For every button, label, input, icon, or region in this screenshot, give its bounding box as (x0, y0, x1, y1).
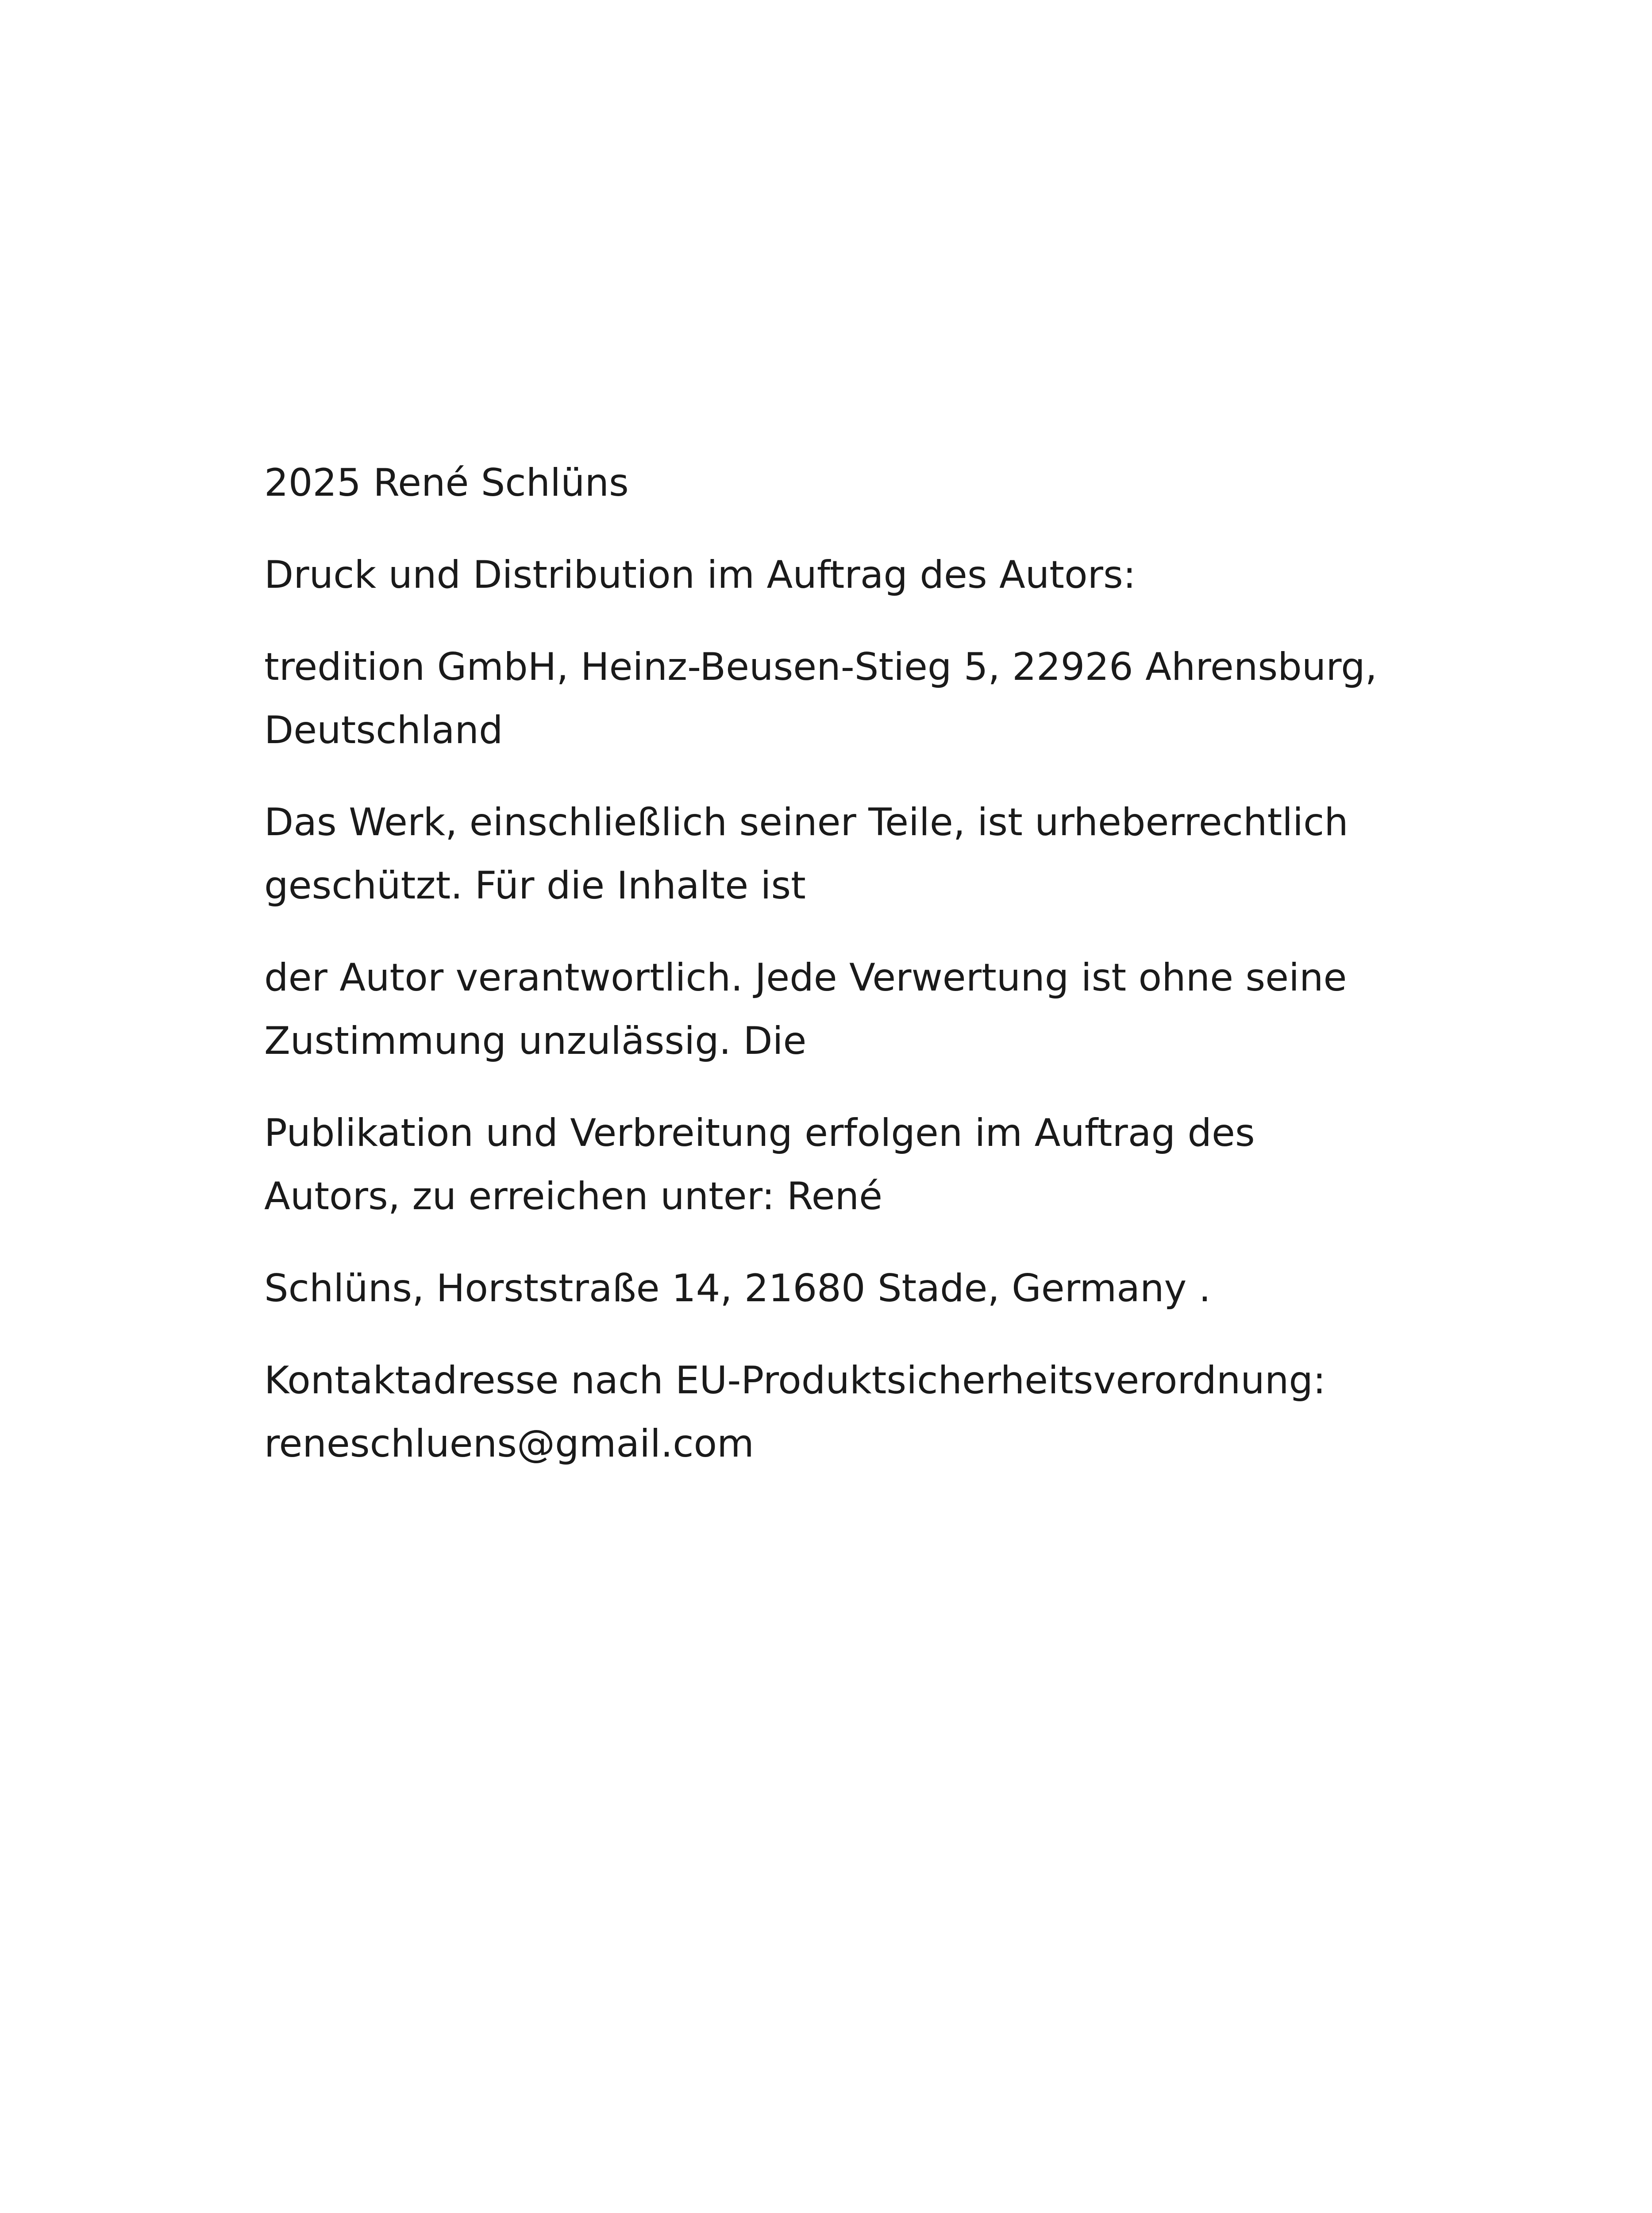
publisher-line-1: tredition GmbH, Heinz-Beusen-Stieg 5, 22926 Ahrensburg, (264, 645, 1377, 689)
contact-line-1: Kontaktadresse nach EU-Produktsicherheitsverordnung: (264, 1358, 1326, 1403)
responsibility-paragraph (264, 946, 1415, 1073)
contact-paragraph (264, 1349, 1415, 1476)
address-paragraph (264, 1257, 1415, 1320)
contact-email: reneschluens@gmail.com (264, 1422, 754, 1466)
responsibility-line-1: der Autor verantwortlich. Jede Verwertung ist ohne seine (264, 956, 1347, 1000)
copyright-paragraph (264, 791, 1415, 918)
publication-paragraph (264, 1102, 1415, 1228)
year-author: 2025 René Schlüns (264, 461, 629, 505)
year-author-paragraph (264, 451, 1415, 515)
print-heading-paragraph (264, 544, 1415, 607)
print-heading: Druck und Distribution im Auftrag des Autors: (264, 553, 1136, 597)
author-address: Schlüns, Horststraße 14, 21680 Stade, Germany . (264, 1266, 1211, 1311)
publisher-line-2: Deutschland (264, 708, 503, 752)
copyright-line-1: Das Werk, einschließlich seiner Teile, ist urheberrechtlich (264, 800, 1348, 844)
publication-line-2: Autors, zu erreichen unter: René (264, 1174, 883, 1218)
publication-line-1: Publikation und Verbreitung erfolgen im Auftrag des (264, 1111, 1255, 1155)
imprint-text (264, 451, 1415, 1504)
copyright-line-2: geschützt. Für die Inhalte ist (264, 864, 806, 908)
responsibility-line-2: Zustimmung unzulässig. Die (264, 1019, 807, 1063)
publisher-paragraph (264, 636, 1415, 762)
